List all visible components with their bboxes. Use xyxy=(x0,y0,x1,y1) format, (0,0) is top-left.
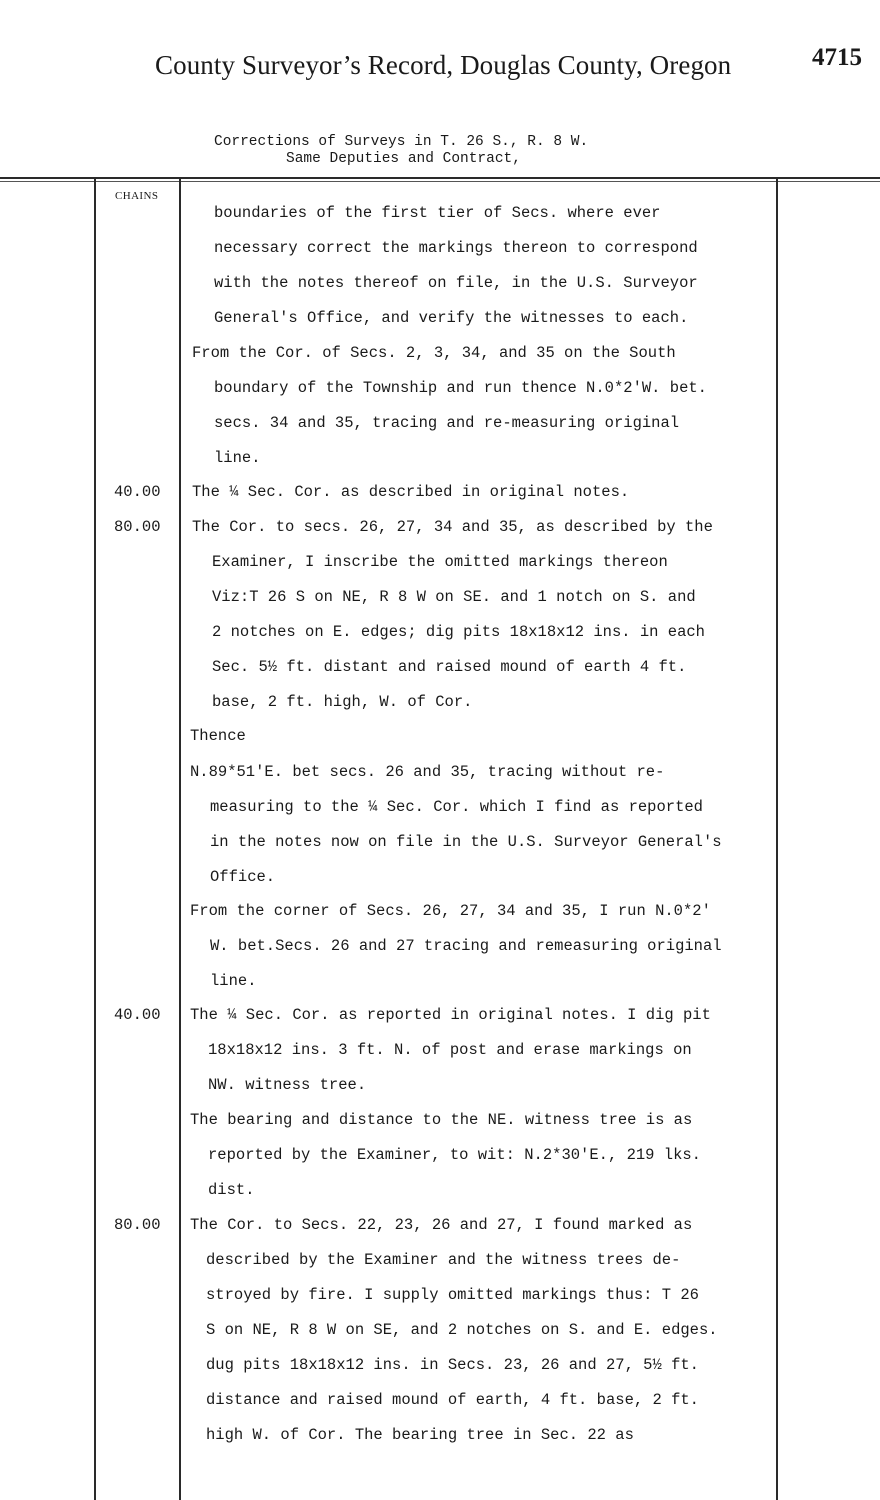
text-line: N.89*51'E. bet secs. 26 and 35, tracing without re- xyxy=(190,763,665,781)
text-line: base, 2 ft. high, W. of Cor. xyxy=(212,693,473,711)
text-line: 2 notches on E. edges; dig pits 18x18x12 ins. in each xyxy=(212,623,705,641)
text-line: distance and raised mound of earth, 4 ft. base, 2 ft. xyxy=(206,1391,699,1409)
text-line: necessary correct the markings thereon to correspond xyxy=(214,239,698,257)
subheading-line-2: Same Deputies and Contract, xyxy=(286,151,521,167)
text-line: W. bet.Secs. 26 and 27 tracing and remeasuring original xyxy=(210,937,722,955)
text-line: The ¼ Sec. Cor. as reported in original notes. I dig pit xyxy=(190,1006,711,1024)
text-line: in the notes now on file in the U.S. Surveyor General's xyxy=(210,833,722,851)
header-rule xyxy=(0,177,880,179)
text-line: The bearing and distance to the NE. witness tree is as xyxy=(190,1111,693,1129)
text-line: high W. of Cor. The bearing tree in Sec. 22 as xyxy=(206,1426,634,1444)
text-line: line. xyxy=(214,449,261,467)
chain-entry: 80.00 xyxy=(114,518,161,536)
text-line: boundary of the Township and run thence N.0*2'W. bet. xyxy=(214,379,707,397)
chain-entry: 80.00 xyxy=(114,1216,161,1234)
text-line: The Cor. to secs. 26, 27, 34 and 35, as described by the xyxy=(192,518,713,536)
text-line: S on NE, R 8 W on SE, and 2 notches on S. and E. edges. xyxy=(206,1321,718,1339)
chains-column-divider xyxy=(179,178,181,1500)
text-line: The Cor. to Secs. 22, 23, 26 and 27, I found marked as xyxy=(190,1216,693,1234)
text-line: dug pits 18x18x12 ins. in Secs. 23, 26 and 27, 5½ ft. xyxy=(206,1356,699,1374)
text-line: From the corner of Secs. 26, 27, 34 and 35, I run N.0*2' xyxy=(190,902,711,920)
text-line: General's Office, and verify the witnesses to each. xyxy=(214,309,689,327)
text-line: secs. 34 and 35, tracing and re-measuring original xyxy=(214,414,680,432)
text-line: dist. xyxy=(208,1181,255,1199)
text-line: with the notes thereof on file, in the U.S. Surveyor xyxy=(214,274,698,292)
text-line: stroyed by fire. I supply omitted markings thus: T 26 xyxy=(206,1286,699,1304)
chain-entry: 40.00 xyxy=(114,483,161,501)
text-line: measuring to the ¼ Sec. Cor. which I find as reported xyxy=(210,798,703,816)
text-line: NW. witness tree. xyxy=(208,1076,367,1094)
text-line: line. xyxy=(210,972,257,990)
header-rule-thin xyxy=(0,181,880,182)
text-line: Office. xyxy=(210,868,276,886)
text-line: From the Cor. of Secs. 2, 3, 34, and 35 on the South xyxy=(192,344,676,362)
chains-column-header: CHAINS xyxy=(115,190,159,202)
page-title: County Surveyor’s Record, Douglas County, Oregon xyxy=(155,50,732,80)
text-line: boundaries of the first tier of Secs. where ever xyxy=(214,204,661,222)
text-line: The ¼ Sec. Cor. as described in original notes. xyxy=(192,483,630,501)
right-margin-line xyxy=(776,178,778,1500)
page-number: 4715 xyxy=(812,44,862,71)
text-line: Viz:T 26 S on NE, R 8 W on SE. and 1 notch on S. and xyxy=(212,588,696,606)
text-line: Sec. 5½ ft. distant and raised mound of earth 4 ft. xyxy=(212,658,687,676)
chain-entry: 40.00 xyxy=(114,1006,161,1024)
text-line: Thence xyxy=(190,727,246,745)
text-line: Examiner, I inscribe the omitted markings thereon xyxy=(212,553,668,571)
text-line: described by the Examiner and the witness trees de- xyxy=(206,1251,681,1269)
subheading-line-1: Corrections of Surveys in T. 26 S., R. 8 W. xyxy=(214,134,589,150)
text-line: reported by the Examiner, to wit: N.2*30'E., 219 lks. xyxy=(208,1146,701,1164)
left-margin-line xyxy=(94,178,96,1500)
text-line: 18x18x12 ins. 3 ft. N. of post and erase markings on xyxy=(208,1041,692,1059)
